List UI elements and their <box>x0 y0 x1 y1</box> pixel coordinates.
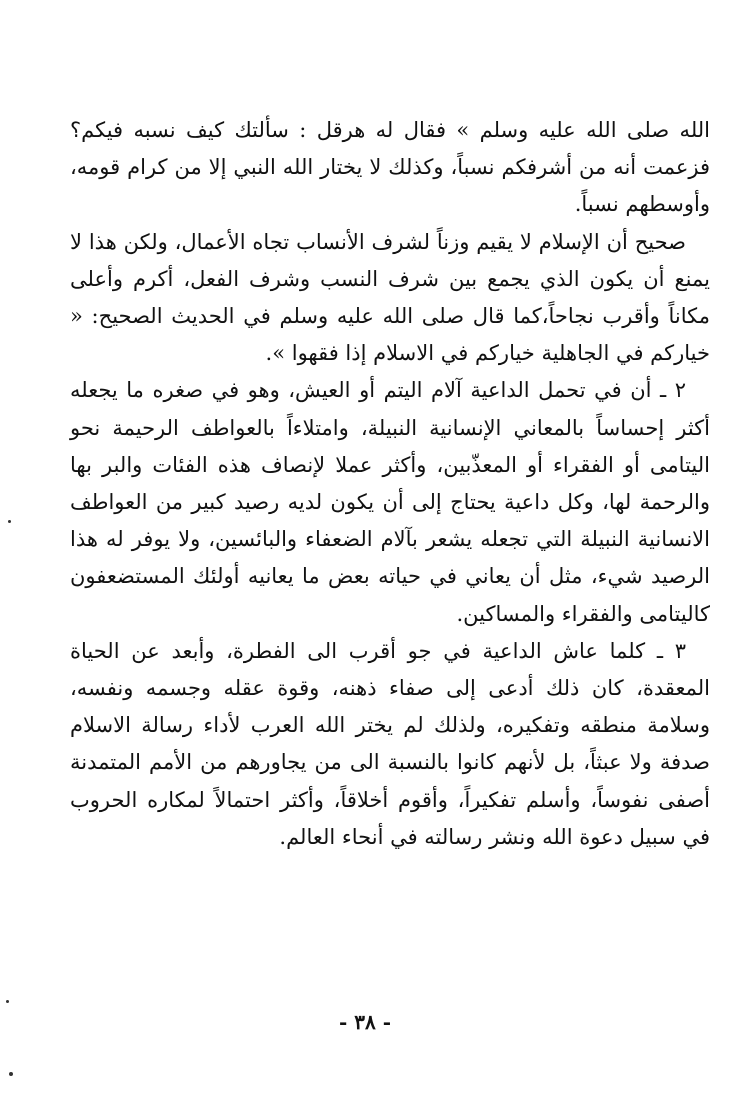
body-text <box>70 112 710 856</box>
scan-speck <box>6 1000 9 1003</box>
paragraph-point-3: ٣ ـ كلما عاش الداعية في جو أقرب الى الفطرة، وأبعد عن الحياة المعقدة، كان ذلك أدعى إلى صفاء ذهنه، وقوة عقله وجسمه ونفسه، وسلامة منطقه وتفكيره، ولذلك لم يختر الله العرب لأداء رسالة الاسلام صدفة ولا عبثاً، بل لأنهم كانوا بالنسبة الى من يجاورهم من الأمم المتمدنة أصفى نفوساً، وأسلم تفكيراً، وأقوم أخلاقاً، وأكثر احتمالاً لمكاره الحروب في سبيل دعوة الله ونشر رسالته في أنحاء العالم. <box>70 638 710 849</box>
scan-speck <box>9 1072 13 1076</box>
page-number: - ٣٨ - <box>338 1010 391 1034</box>
paragraph-continuation: الله صلى الله عليه وسلم » فقال له هرقل : سألتك كيف نسبه فيكم؟ فزعمت أنه من أشرفكم نسباً، وكذلك لا يختار الله النبي إلا من كرام قومه، وأوسطهم نسباً. <box>70 118 710 217</box>
paragraph-point-2: ٢ ـ أن في تحمل الداعية آلام اليتم أو العيش، وهو في صغره ما يجعله أكثر إحساساً بالمعاني الإنسانية النبيلة، وامتلاءاً بالعواطف الرحيمة نحو اليتامى أو الفقراء أو المعذّبين، وأكثر عملا لإنصاف هذه الفئات والبر بها والرحمة لها، وكل داعية يحتاج إلى أن يكون لديه رصيد كبير من العواطف الانسانية النبيلة التي تجعله يشعر بآلام الضعفاء والبائسين، ولا يوفر له هذا الرصيد شيء، مثل أن يعاني في حياته بعض ما يعانيه أولئك المستضعفون كاليتامى والفقراء والمساكين. <box>70 378 710 626</box>
scan-speck <box>8 520 11 523</box>
paragraph-islam-lineage: صحيح أن الإسلام لا يقيم وزناً لشرف الأنساب تجاه الأعمال، ولكن هذا لا يمنع أن يكون الذي يجمع بين شرف النسب وشرف الفعل، أكرم وأعلى مكاناً وأقرب نجاحاً،كما قال صلى الله عليه وسلم في الحديث الصحيح: « خياركم في الجاهلية خياركم في الاسلام إذا فقهوا ». <box>70 229 710 366</box>
